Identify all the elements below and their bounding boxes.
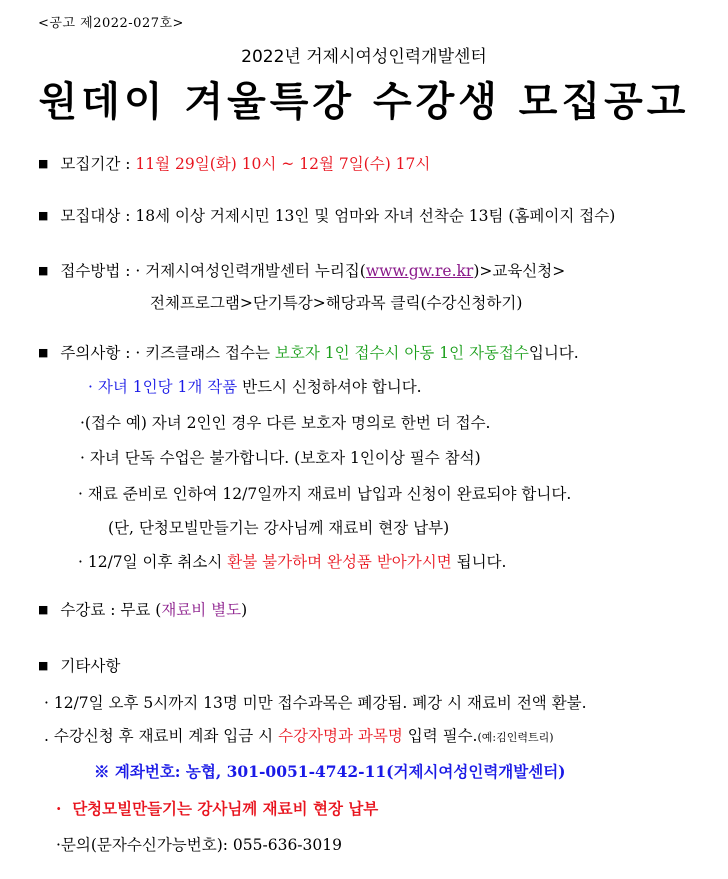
method-prefix: · 거제시여성인력개발센터 누리집(	[135, 262, 366, 280]
caution-line-3: ·(접수 예) 자녀 2인인 경우 다른 보호자 명의로 한번 더 접수.	[80, 414, 491, 432]
caution-line7-highlight: 환불 불가하며 완성품 받아가시면	[227, 553, 452, 571]
red-dot-icon: ·	[56, 799, 62, 818]
fee-row	[38, 598, 247, 620]
etc-row	[38, 654, 120, 676]
website-link[interactable]: www.gw.re.kr	[365, 262, 474, 280]
etc-line2-highlight: 수강자명과 과목명	[278, 727, 403, 745]
caution-line1-prefix: · 키즈클래스 접수는	[135, 344, 275, 362]
target-label: 모집대상 :	[60, 207, 136, 225]
bank-account: ※ 계좌번호: 농협, 301-0051-4742-11(거제시여성인력개발센터)	[94, 762, 566, 781]
organization-title: 2022년 거제시여성인력개발센터	[241, 47, 487, 67]
caution-line-6: (단, 단청모빌만들기는 강사님께 재료비 현장 납부)	[108, 519, 450, 537]
etc-line-2	[44, 724, 554, 746]
caution-line2-highlight: 자녀 1인당 1개 작품	[97, 378, 238, 396]
method-row	[38, 259, 565, 281]
method-label: 접수방법 :	[60, 262, 136, 280]
mobile-notice	[56, 797, 378, 819]
caution-line7-suffix: 됩니다.	[451, 553, 507, 571]
etc-label: 기타사항	[60, 657, 121, 675]
contact-info: ·문의(문자수신가능번호): 055-636-3019	[56, 836, 342, 854]
fee-close: )	[241, 601, 248, 619]
method-line-2: 전체프로그램>단기특강>해당과목 클릭(수강신청하기)	[150, 294, 523, 312]
caution-line-5: · 재료 준비로 인하여 12/7일까지 재료비 납입과 신청이 완료되야 합니다.	[78, 485, 572, 503]
recruit-period-value: 11월 29일(화) 10시 ~ 12월 7일(수) 17시	[135, 155, 431, 173]
caution-line-4: · 자녀 단독 수업은 불가합니다. (보호자 1인이상 필수 참석)	[80, 449, 481, 467]
caution-line2-bullet: ·	[88, 378, 98, 396]
etc-line2-example: (예:김인력트리)	[477, 731, 554, 744]
caution-line-7	[78, 550, 506, 572]
method-suffix: )>교육신청>	[473, 262, 566, 280]
etc-line2-suffix: 입력 필수.	[402, 727, 478, 745]
caution-row	[38, 341, 579, 363]
fee-value: 무료 (	[120, 601, 162, 619]
fee-highlight: 재료비 별도	[161, 601, 242, 619]
square-bullet-icon: ■	[38, 603, 49, 616]
etc-line-1: · 12/7일 오후 5시까지 13명 미만 접수과목은 폐강됨. 폐강 시 재료비 전액 환불.	[44, 694, 587, 712]
target-value: 18세 이상 거제시민 13인 및 엄마와 자녀 선착순 13팀 (홈페이지 접수)	[135, 207, 616, 225]
mobile-notice-text: 단청모빌만들기는 강사님께 재료비 현장 납부	[72, 799, 379, 818]
recruit-period-row	[38, 152, 430, 174]
notice-number: <공고 제2022-027호>	[38, 16, 184, 31]
square-bullet-icon: ■	[38, 209, 49, 222]
caution-line-2	[88, 375, 422, 397]
square-bullet-icon: ■	[38, 659, 49, 672]
recruit-period-label: 모집기간 :	[60, 155, 136, 173]
caution-line7-prefix: · 12/7일 이후 취소시	[78, 553, 228, 571]
caution-line2-suffix: 반드시 신청하셔야 합니다.	[237, 378, 422, 396]
caution-line1-suffix: 입니다.	[528, 344, 579, 362]
etc-line2-prefix: . 수강신청 후 재료비 계좌 입금 시	[44, 727, 279, 745]
caution-label: 주의사항 :	[60, 344, 136, 362]
page-title: 원데이 겨울특강 수강생 모집공고	[38, 79, 690, 125]
square-bullet-icon: ■	[38, 157, 49, 170]
target-row	[38, 204, 615, 226]
caution-line1-highlight: 보호자 1인 접수시 아동 1인 자동접수	[274, 344, 529, 362]
square-bullet-icon: ■	[38, 264, 49, 277]
square-bullet-icon: ■	[38, 346, 49, 359]
fee-label: 수강료 :	[60, 601, 121, 619]
